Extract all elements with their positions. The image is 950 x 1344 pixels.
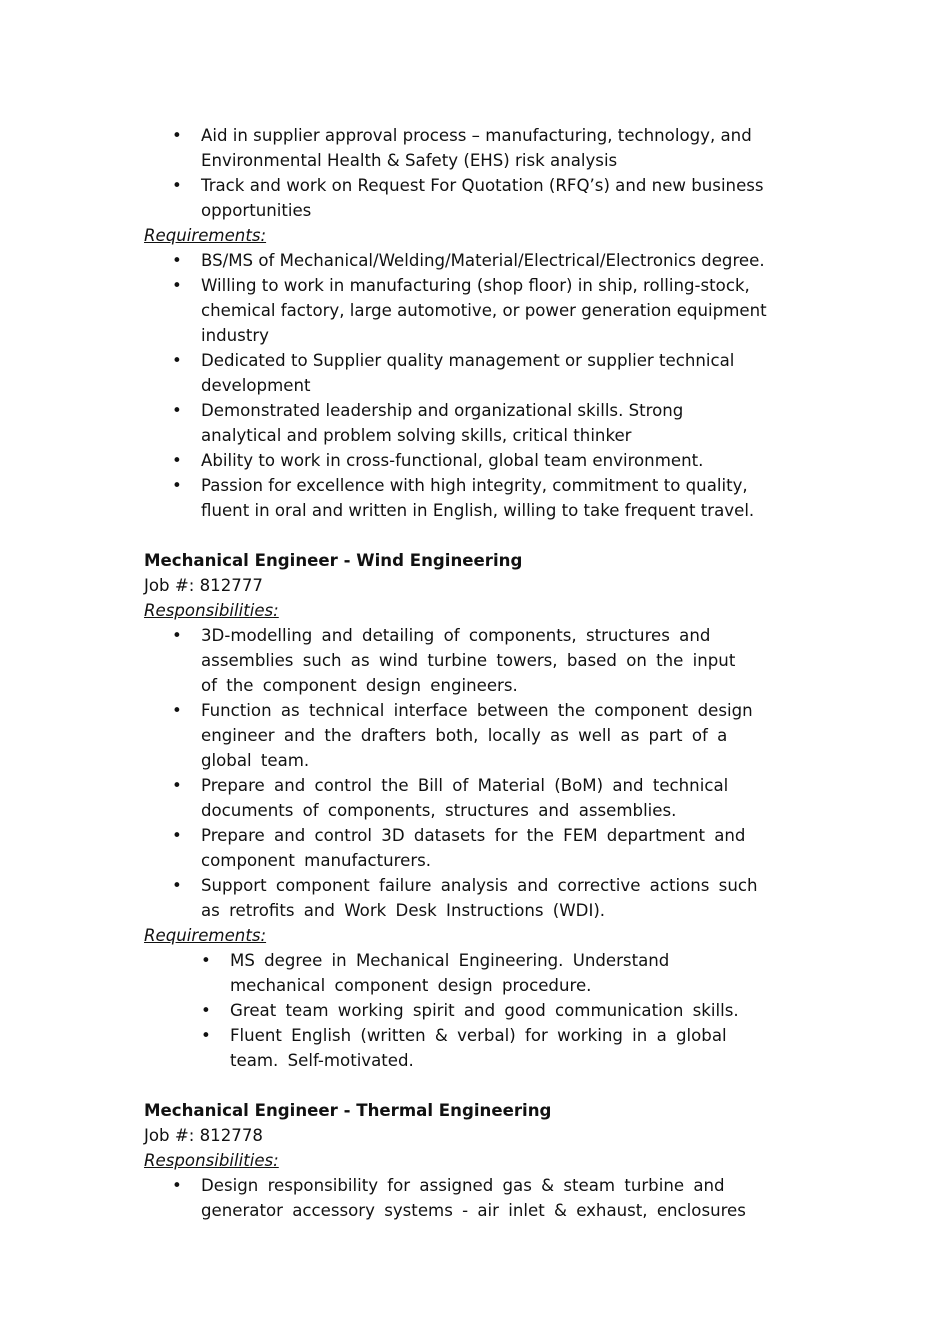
list-item-text: industry xyxy=(201,326,269,345)
list-item-text: Passion for excellence with high integrity, commitment to quality, xyxy=(201,476,748,495)
list-item-text: 3D-modelling and detailing of components, structures and xyxy=(201,626,711,645)
list-item-text: Demonstrated leadership and organizational skills. Strong xyxy=(201,401,684,420)
list-item-text: BS/MS of Mechanical/Welding/Material/Electrical/Electronics degree. xyxy=(201,251,765,270)
list-item xyxy=(144,773,804,823)
list-item xyxy=(144,173,804,223)
list-item xyxy=(144,448,804,473)
bullet-icon: • xyxy=(172,401,182,420)
job-title-wind: Mechanical Engineer - Wind Engineering xyxy=(144,551,523,570)
list-item-text: team. Self-motivated. xyxy=(230,1051,414,1070)
bullet-icon: • xyxy=(172,351,182,370)
list-item-text: Fluent English (written & verbal) for working in a global xyxy=(230,1026,727,1045)
list-item xyxy=(144,348,804,398)
list-item-text: generator accessory systems - air inlet & exhaust, enclosures xyxy=(201,1201,746,1220)
list-item xyxy=(144,823,804,873)
list-item-text: opportunities xyxy=(201,201,312,220)
list-item-text: Design responsibility for assigned gas & steam turbine and xyxy=(201,1176,725,1195)
document-page xyxy=(144,123,804,1223)
list-item-text: development xyxy=(201,376,311,395)
bullet-icon: • xyxy=(172,876,182,895)
list-item-text: global team. xyxy=(201,751,310,770)
list-item-text: Function as technical interface between the component design xyxy=(201,701,753,720)
list-item xyxy=(144,1023,804,1073)
list-item-text: Dedicated to Supplier quality management or supplier technical xyxy=(201,351,735,370)
list-item-text: Environmental Health & Safety (EHS) risk analysis xyxy=(201,151,618,170)
list-item xyxy=(144,473,804,523)
list-item xyxy=(144,873,804,923)
list-item-text: documents of components, structures and assemblies. xyxy=(201,801,677,820)
list-item-text: as retrofits and Work Desk Instructions (WDI). xyxy=(201,901,606,920)
list-item-text: Prepare and control 3D datasets for the FEM department and xyxy=(201,826,746,845)
requirements-heading-wind: Requirements: xyxy=(144,926,267,945)
list-item xyxy=(144,123,804,173)
requirements-list xyxy=(144,248,804,523)
list-item-text: Track and work on Request For Quotation (RFQ’s) and new business xyxy=(201,176,764,195)
job-number-thermal: Job #: 812778 xyxy=(144,1126,263,1145)
bullet-icon: • xyxy=(172,451,182,470)
bullet-icon: • xyxy=(201,1001,211,1020)
list-item xyxy=(144,948,804,998)
bullet-icon: • xyxy=(172,626,182,645)
bullet-icon: • xyxy=(172,776,182,795)
bullet-icon: • xyxy=(172,276,182,295)
responsibilities-list-wind xyxy=(144,623,804,923)
requirements-heading: Requirements: xyxy=(144,226,267,245)
list-item xyxy=(144,273,804,348)
list-item-text: Prepare and control the Bill of Material (BoM) and technical xyxy=(201,776,729,795)
job-number-wind: Job #: 812777 xyxy=(144,576,263,595)
list-item-text: Great team working spirit and good communication skills. xyxy=(230,1001,739,1020)
top-bullet-list xyxy=(144,123,804,223)
list-item-text: Support component failure analysis and corrective actions such xyxy=(201,876,758,895)
list-item-text: analytical and problem solving skills, critical thinker xyxy=(201,426,632,445)
list-item xyxy=(144,998,804,1023)
bullet-icon: • xyxy=(172,1176,182,1195)
bullet-icon: • xyxy=(201,1026,211,1045)
list-item-text: fluent in oral and written in English, willing to take frequent travel. xyxy=(201,501,755,520)
list-item-text: Aid in supplier approval process – manufacturing, technology, and xyxy=(201,126,752,145)
responsibilities-heading-thermal: Responsibilities: xyxy=(144,1151,279,1170)
bullet-icon: • xyxy=(172,126,182,145)
list-item xyxy=(144,698,804,773)
list-item-text: assemblies such as wind turbine towers, based on the input xyxy=(201,651,736,670)
list-item xyxy=(144,623,804,698)
list-item xyxy=(144,398,804,448)
list-item-text: component manufacturers. xyxy=(201,851,432,870)
list-item-text: Willing to work in manufacturing (shop floor) in ship, rolling-stock, xyxy=(201,276,750,295)
requirements-list-wind xyxy=(144,948,804,1073)
list-item xyxy=(144,248,804,273)
bullet-icon: • xyxy=(201,951,211,970)
list-item-text: MS degree in Mechanical Engineering. Understand xyxy=(230,951,670,970)
responsibilities-heading-wind: Responsibilities: xyxy=(144,601,279,620)
bullet-icon: • xyxy=(172,476,182,495)
list-item xyxy=(144,1173,804,1223)
bullet-icon: • xyxy=(172,251,182,270)
list-item-text: chemical factory, large automotive, or power generation equipment xyxy=(201,301,767,320)
list-item-text: Ability to work in cross-functional, global team environment. xyxy=(201,451,704,470)
bullet-icon: • xyxy=(172,826,182,845)
bullet-icon: • xyxy=(172,176,182,195)
responsibilities-list-thermal xyxy=(144,1173,804,1223)
bullet-icon: • xyxy=(172,701,182,720)
job-title-thermal: Mechanical Engineer - Thermal Engineering xyxy=(144,1101,552,1120)
list-item-text: mechanical component design procedure. xyxy=(230,976,592,995)
list-item-text: engineer and the drafters both, locally as well as part of a xyxy=(201,726,728,745)
list-item-text: of the component design engineers. xyxy=(201,676,518,695)
